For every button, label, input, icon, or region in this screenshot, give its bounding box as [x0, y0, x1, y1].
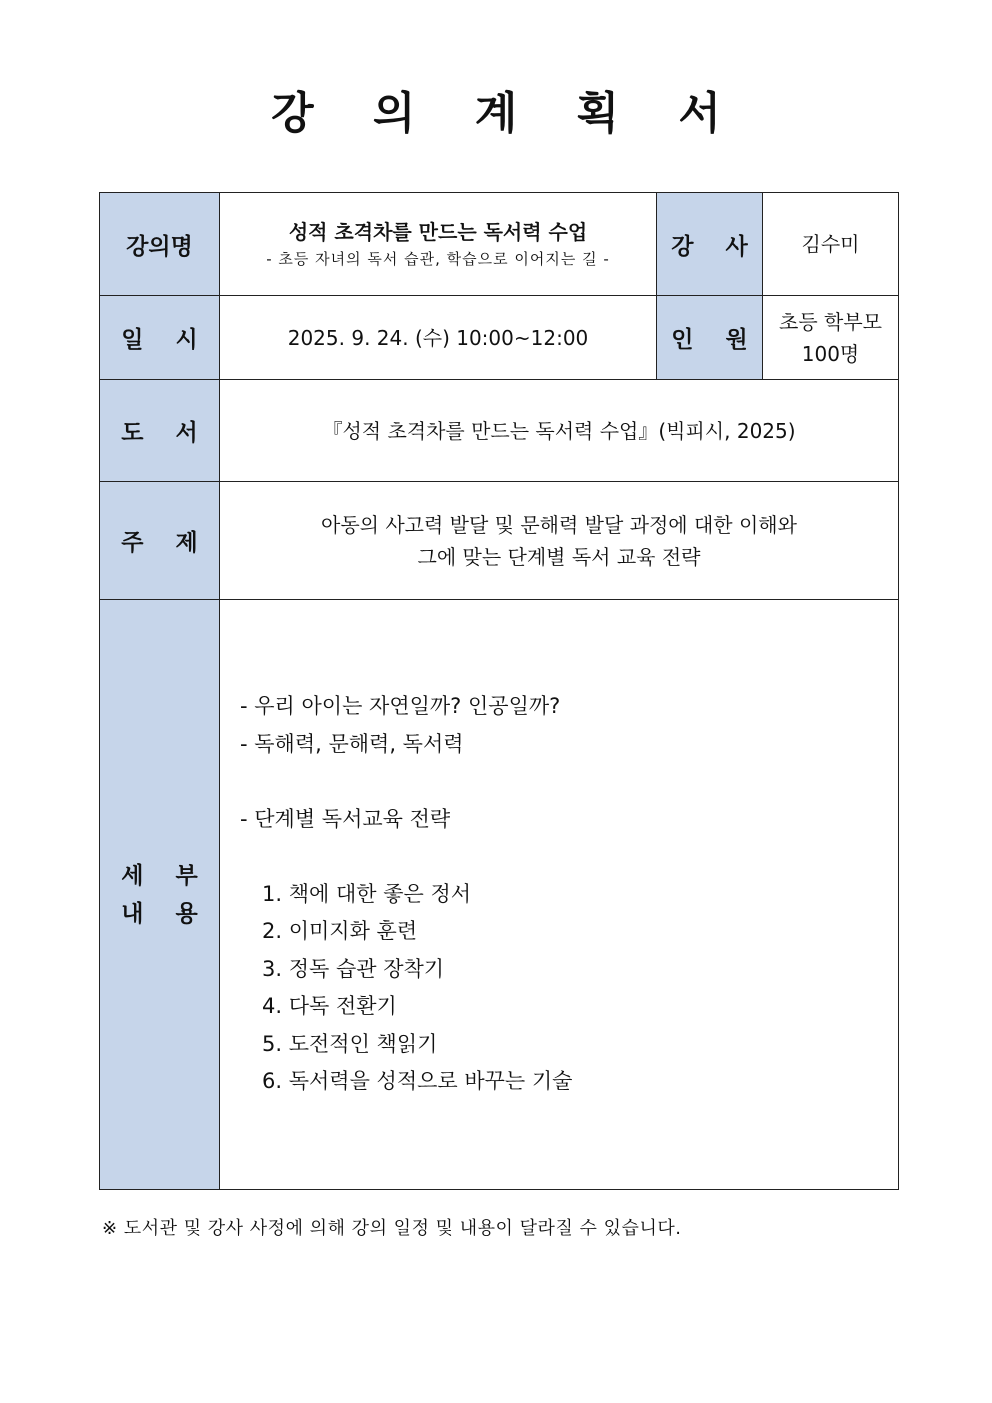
detail-step: 1. 책에 대한 좋은 정서 — [262, 881, 472, 906]
header-datetime — [100, 296, 220, 380]
header-details-line1: 세 부 — [121, 862, 210, 889]
row-lecture-name — [100, 193, 899, 296]
row-datetime — [100, 296, 899, 380]
header-topic-label: 주 제 — [121, 530, 210, 556]
header-instructor-label: 강 사 — [671, 233, 760, 260]
header-topic — [100, 482, 220, 600]
topic-cell — [220, 482, 899, 600]
datetime-value: 2025. 9. 24. (수) 10:00~12:00 — [220, 296, 657, 380]
document-title: 강 의 계 획 서 — [271, 88, 743, 139]
attendees-cell — [763, 296, 899, 380]
spacer — [240, 763, 898, 801]
header-datetime-label: 일 시 — [121, 327, 210, 353]
instructor-name: 김수미 — [763, 193, 899, 296]
footnote: ※ 도서관 및 강사 사정에 의해 강의 일정 및 내용이 달라질 수 있습니다. — [102, 1218, 682, 1239]
lecture-subtitle: - 초등 자녀의 독서 습관, 학습으로 이어지는 길 - — [266, 250, 610, 268]
detail-step: 4. 다독 전환기 — [262, 994, 397, 1019]
detail-bullet: - 우리 아이는 자연일까? 인공일까? — [240, 694, 561, 719]
detail-bullet: - 독해력, 문해력, 독서력 — [240, 731, 464, 756]
topic-line1: 아동의 사고력 발달 및 문해력 발달 과정에 대한 이해와 — [321, 512, 797, 537]
detail-section-heading: - 단계별 독서교육 전략 — [240, 806, 451, 831]
row-topic — [100, 482, 899, 600]
row-details — [100, 600, 899, 1190]
header-book-label: 도 서 — [121, 420, 210, 446]
lecture-name-cell — [220, 193, 657, 296]
header-details — [100, 600, 220, 1190]
attendees-line1: 초등 학부모 — [779, 309, 882, 334]
attendees-line2: 100명 — [801, 341, 860, 366]
header-lecture-name: 강의명 — [100, 193, 220, 296]
detail-step: 2. 이미지화 훈련 — [262, 919, 418, 944]
header-attendees-label: 인 원 — [671, 327, 760, 353]
topic-line2: 그에 맞는 단계별 독서 교육 전략 — [417, 544, 701, 569]
row-book — [100, 380, 899, 482]
lecture-plan-table — [99, 192, 899, 1190]
header-attendees — [657, 296, 763, 380]
lecture-name: 성적 초격차를 만드는 독서력 수업 — [288, 220, 588, 244]
header-details-line2: 내 용 — [121, 900, 210, 927]
details-cell — [220, 600, 899, 1190]
detail-step: 5. 도전적인 책읽기 — [262, 1031, 438, 1056]
spacer — [240, 838, 898, 876]
detail-step: 3. 정독 습관 장착기 — [262, 956, 445, 981]
detail-step: 6. 독서력을 성적으로 바꾸는 기술 — [262, 1069, 573, 1094]
header-book — [100, 380, 220, 482]
details-list — [220, 688, 898, 1101]
header-instructor — [657, 193, 763, 296]
book-value: 『성적 초격차를 만드는 독서력 수업』(빅피시, 2025) — [220, 380, 899, 482]
